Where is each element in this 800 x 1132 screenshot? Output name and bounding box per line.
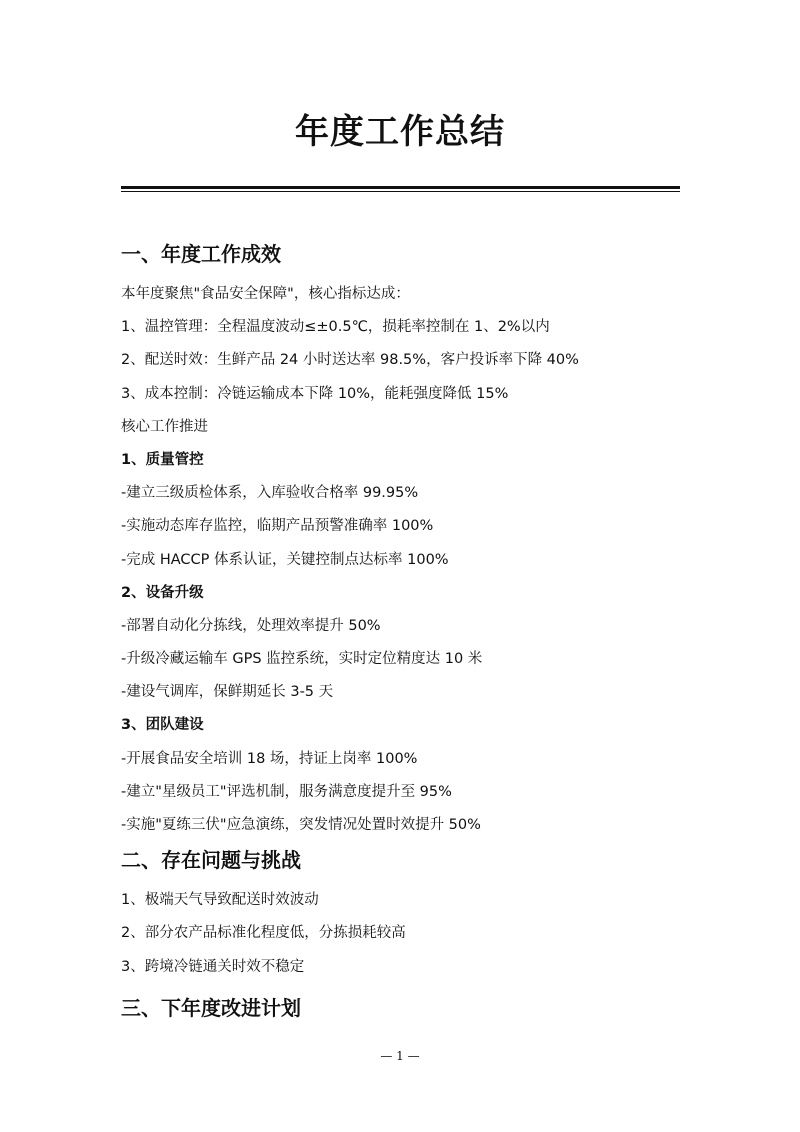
section-1-point-2: 2、配送时效：生鲜产品 24 小时送达率 98.5%，客户投诉率下降 40% xyxy=(121,352,579,369)
subsection-heading-team: 3、团队建设 xyxy=(121,717,204,734)
section-heading-1: 一、年度工作成效 xyxy=(121,242,281,266)
list-item: 3、跨境冷链通关时效不稳定 xyxy=(121,958,305,975)
document-body xyxy=(121,236,701,1026)
section-1-subtitle: 核心工作推进 xyxy=(121,418,208,435)
page-number: — 1 — xyxy=(380,1049,420,1063)
list-item: -建立三级质检体系，入库验收合格率 99.95% xyxy=(121,485,419,502)
list-item: -实施动态库存监控，临期产品预警准确率 100% xyxy=(121,518,434,535)
list-item: -升级冷藏运输车 GPS 监控系统，实时定位精度达 10 米 xyxy=(121,651,483,668)
title-rule-thick xyxy=(121,186,680,189)
list-item: -建立"星级员工"评选机制，服务满意度提升至 95% xyxy=(121,783,452,800)
section-1-intro: 本年度聚焦"食品安全保障"，核心指标达成： xyxy=(121,286,410,302)
list-item: -部署自动化分拣线，处理效率提升 50% xyxy=(121,617,381,634)
subsection-heading-quality: 1、质量管控 xyxy=(121,451,204,468)
list-item: 1、极端天气导致配送时效波动 xyxy=(121,892,319,909)
section-1-point-3: 3、成本控制：冷链运输成本下降 10%，能耗强度降低 15% xyxy=(121,385,509,402)
subsection-heading-equipment: 2、设备升级 xyxy=(121,584,204,601)
document-title: 年度工作总结 xyxy=(295,112,505,152)
section-1-point-1: 1、温控管理：全程温度波动≤±0.5℃，损耗率控制在 1、2%以内 xyxy=(121,319,550,336)
title-rule-thin xyxy=(121,191,680,192)
list-item: -实施"夏练三伏"应急演练，突发情况处置时效提升 50% xyxy=(121,817,481,833)
section-heading-3: 三、下年度改进计划 xyxy=(121,995,301,1020)
section-heading-2: 二、存在问题与挑战 xyxy=(121,848,301,873)
list-item: 2、部分农产品标准化程度低，分拣损耗较高 xyxy=(121,925,406,942)
list-item: -开展食品安全培训 18 场，持证上岗率 100% xyxy=(121,750,418,767)
list-item: -建设气调库，保鲜期延长 3-5 天 xyxy=(121,684,334,701)
list-item: -完成 HACCP 体系认证，关键控制点达标率 100% xyxy=(121,551,449,568)
